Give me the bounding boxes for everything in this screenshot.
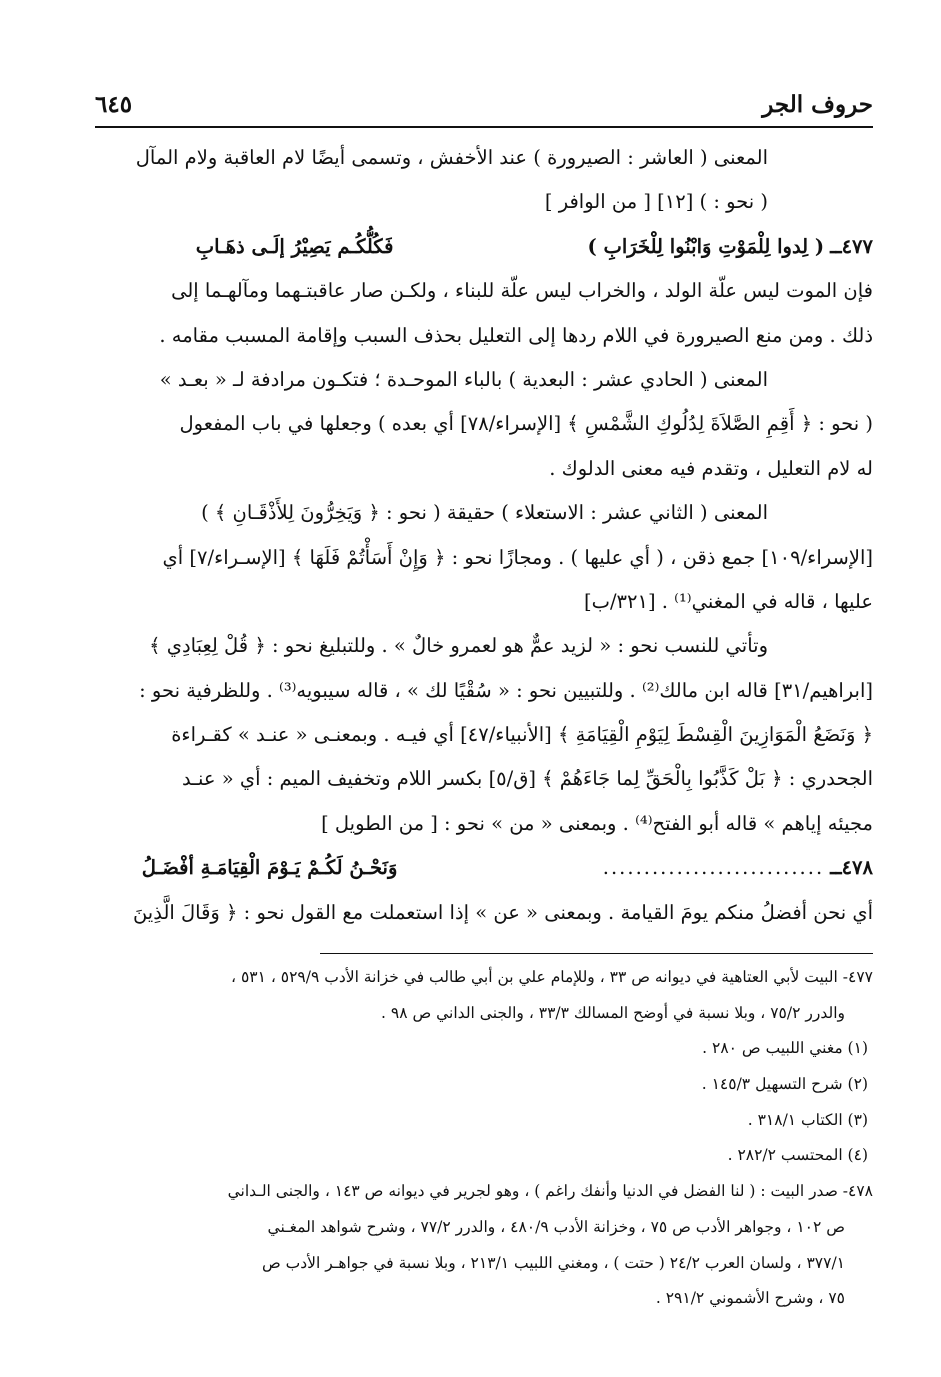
verse-number: ٤٧٧ــ (830, 234, 873, 258)
page-number: ٦٤٥ (95, 91, 133, 118)
footnote-divider (320, 953, 873, 954)
footnote-line: ٧٥ ، وشرح الأشموني ٢٩١/٢ . (655, 1289, 845, 1308)
verse-omitted-hemistich: ........................... (602, 856, 825, 880)
text-line: [ابراهيم/٣١] قاله ابن مالك⁽²⁾ . وللتبيين نحو : « سُقْيًا لك » ، قاله سيبويه⁽³⁾ . وللظرفية نحو : (139, 678, 873, 702)
footnote-4: (٤) المحتسب ٢٨٢/٢ . (727, 1146, 868, 1165)
header-divider (95, 126, 873, 128)
footnote-line: ٣٧٧/١ ، ولسان العرب ٢٤/٢ ( حتت ) ، ومغني اللبيب ٢١٣/١ ، وبلا نسبة في جواهـر الأدب ص (262, 1253, 845, 1272)
footnote-line: ص ١٠٢ ، وجواهر الأدب ص ٧٥ ، وخزانة الأدب ٤٨٠/٩ ، والدرر ٧٧/٢ ، وشرح شواهد المغـني (267, 1217, 845, 1236)
text-line: فإن الموت ليس علّة الولد ، والخراب ليس علّة للبناء ، ولكـن صار عاقبتـهما ومآلهـما إلى (171, 279, 873, 303)
main-text (95, 136, 873, 935)
text-line: عليها ، قاله في المغني⁽¹⁾ . [٣٢١/ب] (584, 589, 873, 613)
verse-number: ٤٧٨ــ (830, 856, 873, 880)
text-line: وتأتي للنسب نحو : « لزيد عمٌّ هو لعمرو خالٌ » . وللتبليغ نحو : ﴿ قُلْ لِعِبَادِي ﴾ (149, 634, 768, 658)
text-line: مجيئه إياهم » قاله أبو الفتح⁽⁴⁾ . وبمعنى « من » نحو : [ من الطويل ] (321, 811, 873, 835)
footnote-line: ٤٧٨- صدر البيت : ( لنا الفضل في الدنيا وأنفك راغم ) ، وهو لجرير في ديوانه ص ١٤٣ ، والجنى الـداني (227, 1182, 873, 1201)
verse-second-hemistich: فَكُلُّكُـم يَصِيْرُ إلَـى ذهَـابِ (195, 234, 394, 258)
footnote-1: (١) مغني اللبيب ص ٢٨٠ . (702, 1039, 868, 1058)
footnotes (95, 960, 873, 1317)
verse-477 (95, 225, 873, 269)
text-line: المعنى ( الثاني عشر : الاستعلاء ) حقيقة ( نحو : ﴿ وَيَخِرُّونَ لِلأَذْقَـانِ ﴾ ) (201, 501, 768, 525)
text-line: المعنى ( الحادي عشر : البعدية ) بالباء الموحـدة ؛ فتكـون مرادفة لـ « بعـد » (159, 367, 768, 391)
text-line: ذلك . ومن منع الصيرورة في اللام ردها إلى التعليل بحذف السبب وإقامة المسبب مقامه . (159, 323, 873, 347)
verse-first-hemistich: ( لِدوا لِلْمَوْتِ وَابْنُوا لِلْخَرَابِ ) (587, 234, 825, 258)
footnote-3: (٣) الكتاب ٣١٨/١ . (747, 1110, 868, 1129)
text-line: [الإسراء/١٠٩] جمع ذقن ، ( أي عليها ) . ومجازًا نحو : ﴿ وَإِنْ أَسَأْتُمْ فَلَهَا ﴾ [الإسـراء/٧] أي (162, 545, 873, 569)
running-header (95, 76, 873, 118)
footnote-line: ٤٧٧- البيت لأبي العتاهية في ديوانه ص ٣٣ ، وللإمام علي بن أبي طالب في خزانة الأدب ٥٢٩/٩ ، ٥٣١ ، (231, 968, 873, 986)
text-line: له لام التعليل ، وتقدم فيه معنى الدلوك . (549, 456, 873, 480)
verse-second-hemistich: وَنَحْـنُ لَكُـمْ يَـوْمَ الْقِيَامَـةِ أفْضَـلُ (141, 856, 398, 880)
text-line: ( نحو : ) [١٢] [ من الوافر ] (544, 190, 768, 214)
text-line: الجحدري : ﴿ بَلْ كَذَّبُوا بِالْحَقِّ لِما جَاءَهُمْ ﴾ [ق/٥] بكسر اللام وتخفيف الميم : أي « عنـد (182, 767, 873, 791)
footnote-line: والدرر ٧٥/٢ ، وبلا نسبة في أوضح المسالك ٣٣/٣ ، والجنى الداني ص ٩٨ . (381, 1003, 845, 1022)
footnote-2: (٢) شرح التسهيل ١٤٥/٣ . (701, 1075, 868, 1094)
verse-478 (95, 846, 873, 890)
text-line: ﴿ وَنَضَعُ الْمَوَازِينَ الْقِسْطَ لِيَوْمِ الْقِيَامَةِ ﴾ [الأنبياء/٤٧] أي فيـه . وبمعنـى « عنـد » كقـراءة (171, 723, 873, 747)
text-line: المعنى ( العاشر : الصيرورة ) عند الأخفش ، وتسمى أيضًا لام العاقبة ولام المآل (135, 146, 768, 169)
text-line: ( نحو : ﴿ أَقِمِ الصَّلاَةَ لِدُلُوكِ الشَّمْسِ ﴾ [الإسراء/٧٨] أي بعده ) وجعلها في باب المفعول (179, 412, 873, 436)
chapter-title: حروف الجر (762, 91, 873, 118)
text-line: أي نحن أفضلُ منكم يومَ القيامة . وبمعنى « عن » إذا استعملت مع القول نحو : ﴿ وَقَالَ الَّذِينَ (132, 900, 873, 924)
